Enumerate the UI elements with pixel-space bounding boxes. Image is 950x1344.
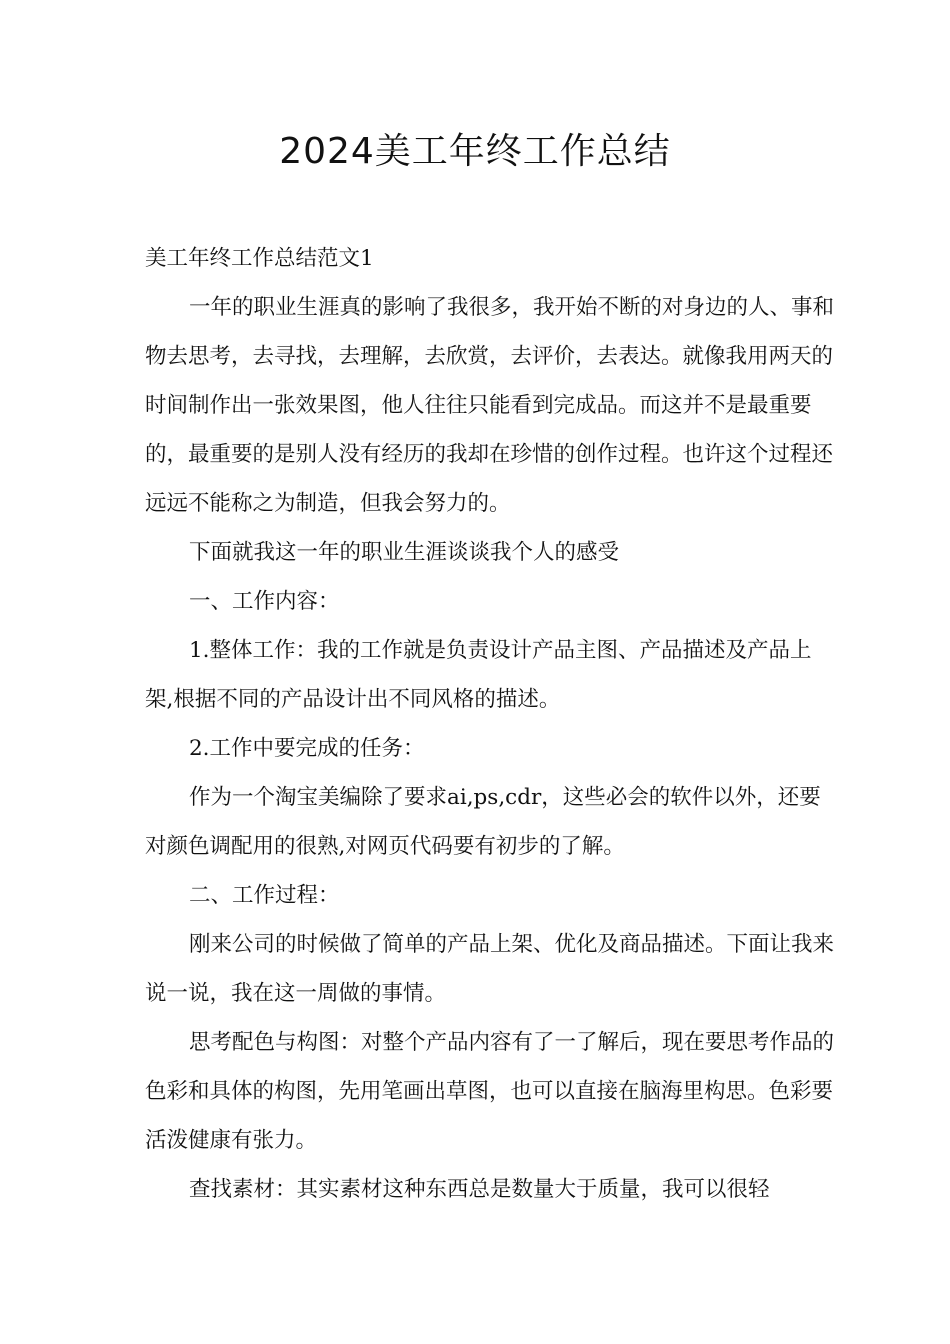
document-title: 2024美工年终工作总结: [279, 131, 671, 172]
paragraph: 思考配色与构图：对整个产品内容有了一了解后，现在要思考作品的色彩和具体的构图，先用笔画出草图，也可以直接在脑海里构思。色彩要活泼健康有张力。: [145, 1030, 835, 1153]
paragraph: 查找素材：其实素材这种东西总是数量大于质量，我可以很轻: [189, 1177, 770, 1202]
paragraph: 刚来公司的时候做了简单的产品上架、优化及商品描述。下面让我来说一说，我在这一周做的事情。: [145, 932, 835, 1006]
subheading: 二、工作过程：: [189, 883, 340, 908]
subheading: 2.工作中要完成的任务：: [189, 736, 425, 761]
paragraph: 下面就我这一年的职业生涯谈谈我个人的感受: [189, 540, 620, 565]
paragraph: 一年的职业生涯真的影响了我很多，我开始不断的对身边的人、事和物去思考，去寻找，去理解，去欣赏，去评价，去表达。就像我用两天的时间制作出一张效果图，他人往往只能看到完成品。而这并不是最重要的，最重要的是别人没有经历的我却在珍惜的创作过程。也许这个过程还远远不能称之为制造，但我会努力的。: [145, 295, 835, 516]
subheading: 一、工作内容：: [189, 589, 340, 614]
paragraph: 作为一个淘宝美编除了要求ai,ps,cdr，这些必会的软件以外，还要对颜色调配用的很熟,对网页代码要有初步的了解。: [145, 785, 821, 859]
section-heading: 美工年终工作总结范文1: [145, 246, 374, 271]
document-body: [145, 234, 835, 1214]
paragraph: 1.整体工作：我的工作就是负责设计产品主图、产品描述及产品上架,根据不同的产品设计出不同风格的描述。: [145, 638, 812, 712]
